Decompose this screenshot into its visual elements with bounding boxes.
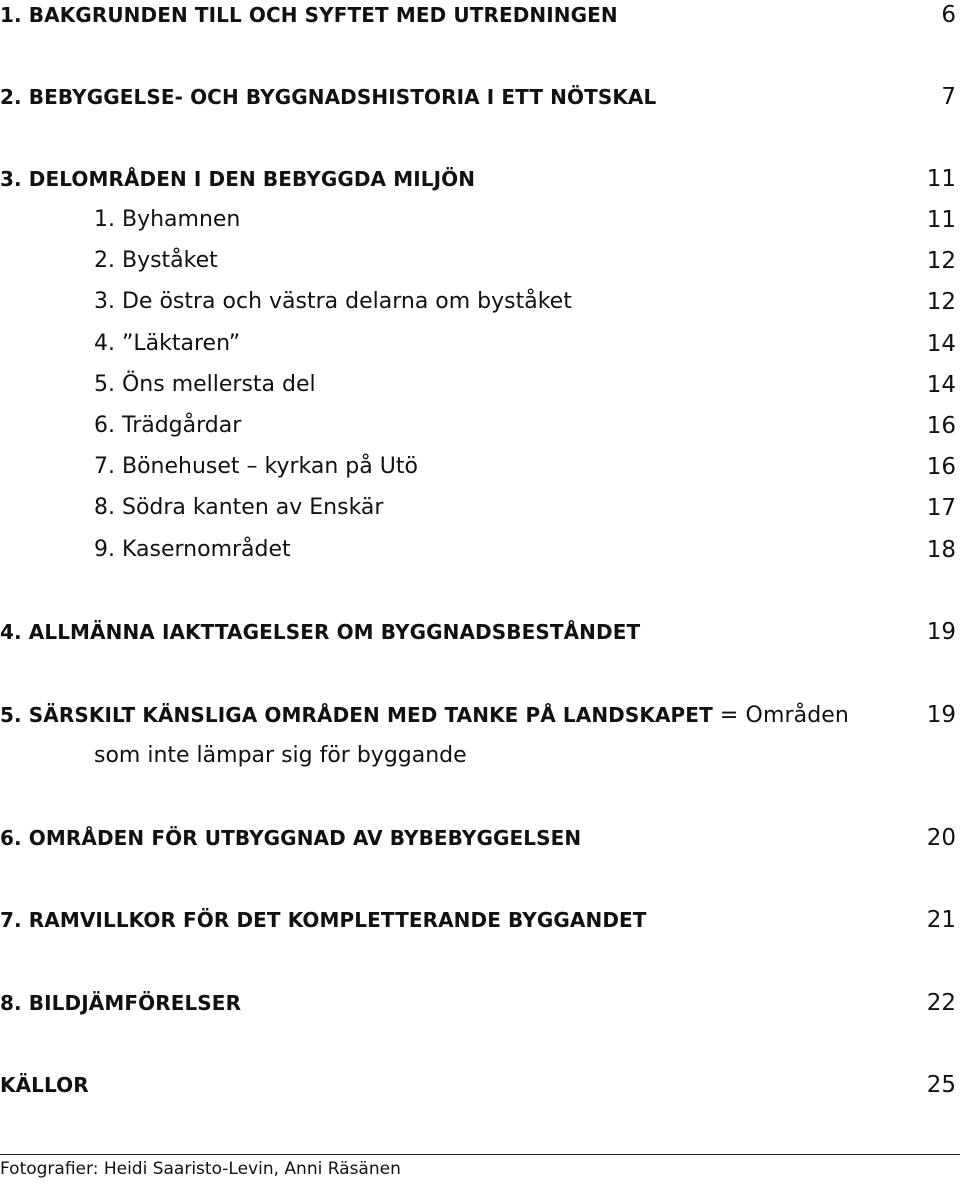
toc-entry-title: 2. BEBYGGELSE- OCH BYGGNADSHISTORIA I ETT NÖTSKAL: [0, 85, 657, 109]
toc-entry-1[interactable]: [0, 0, 956, 30]
toc-entry-title: 5. SÄRSKILT KÄNSLIGA OMRÅDEN MED TANKE PÅ LANDSKAPET: [0, 703, 713, 727]
toc-entry-title: 1. BAKGRUNDEN TILL OCH SYFTET MED UTREDNINGEN: [0, 3, 618, 27]
toc-entry-4[interactable]: [0, 617, 956, 647]
toc-subentry-bonehuset[interactable]: [0, 452, 956, 482]
toc-subentry-mellersta[interactable]: [0, 370, 956, 400]
toc-entry-page: 22: [926, 990, 956, 1016]
toc-subentry-tradgardar[interactable]: [0, 411, 956, 441]
toc-entry-title: 4. ALLMÄNNA IAKTTAGELSER OM BYGGNADSBESTÅNDET: [0, 620, 641, 644]
toc-entry-title: 7. Bönehuset – kyrkan på Utö: [94, 454, 418, 479]
toc-entry-continuation: som inte lämpar sig för byggande: [94, 743, 467, 768]
toc-entry-6[interactable]: [0, 823, 956, 853]
toc-entry-page: 17: [926, 495, 956, 521]
toc-entry-page: 19: [926, 702, 956, 728]
toc-entry-title: 5. Öns mellersta del: [94, 372, 316, 397]
toc-entry-title: KÄLLOR: [0, 1073, 89, 1097]
toc-entry-page: 7: [941, 84, 956, 110]
toc-entry-title: 8. BILDJÄMFÖRELSER: [0, 991, 242, 1015]
toc-entry-page: 16: [926, 413, 956, 439]
toc-entry-title: 7. RAMVILLKOR FÖR DET KOMPLETTERANDE BYGGANDET: [0, 908, 647, 932]
photo-credit-footer: [0, 1154, 960, 1180]
toc-entry-page: 19: [926, 619, 956, 645]
toc-entry-page: 11: [926, 207, 956, 233]
toc-entry-page: 18: [926, 537, 956, 563]
toc-entry-title: 6. Trädgårdar: [94, 413, 242, 438]
toc-entry-page: 11: [926, 166, 956, 192]
toc-entry-page: 6: [941, 2, 956, 28]
photo-credit: Fotografier: Heidi Saaristo-Levin, Anni Räsänen: [0, 1159, 401, 1179]
toc-subentry-enskar[interactable]: [0, 493, 956, 523]
toc-subentry-bystraket[interactable]: [0, 246, 956, 276]
toc-entry-page: 12: [926, 289, 956, 315]
toc-entry-title: 9. Kasernområdet: [94, 537, 291, 562]
toc-subentry-laktaren[interactable]: [0, 329, 956, 359]
toc-entry-page: 14: [926, 331, 956, 357]
toc-entry-title-wrapper: [0, 700, 849, 731]
toc-subentry-ostra-vastra[interactable]: [0, 287, 956, 317]
toc-entry-8[interactable]: [0, 988, 956, 1018]
toc-entry-page: 25: [926, 1072, 956, 1098]
toc-subentry-byhamnen[interactable]: [0, 205, 956, 235]
toc-entry-page: 16: [926, 454, 956, 480]
toc-entry-page: 21: [926, 907, 956, 933]
toc-subentry-kasernomradet[interactable]: [0, 535, 956, 565]
toc-entry-page: 12: [926, 248, 956, 274]
toc-entry-3[interactable]: [0, 164, 956, 194]
toc-entry-title: 1. Byhamnen: [94, 207, 241, 232]
toc-entry-title: 4. ”Läktaren”: [94, 331, 241, 356]
toc-entry-title: 2. Byståket: [94, 248, 218, 273]
toc-entry-7[interactable]: [0, 905, 956, 935]
toc-entry-5[interactable]: [0, 700, 956, 730]
toc-entry-title: 3. De östra och västra delarna om byståket: [94, 289, 572, 314]
toc-entry-kallor[interactable]: [0, 1070, 956, 1100]
toc-entry-title: 3. DELOMRÅDEN I DEN BEBYGGDA MILJÖN: [0, 167, 476, 191]
toc-entry-page: 20: [926, 825, 956, 851]
toc-entry-title: 8. Södra kanten av Enskär: [94, 495, 384, 520]
toc-entry-page: 14: [926, 372, 956, 398]
toc-entry-note: = Områden: [719, 703, 849, 728]
toc-entry-2[interactable]: [0, 82, 956, 112]
toc-entry-title: 6. OMRÅDEN FÖR UTBYGGNAD AV BYBEBYGGELSEN: [0, 826, 582, 850]
